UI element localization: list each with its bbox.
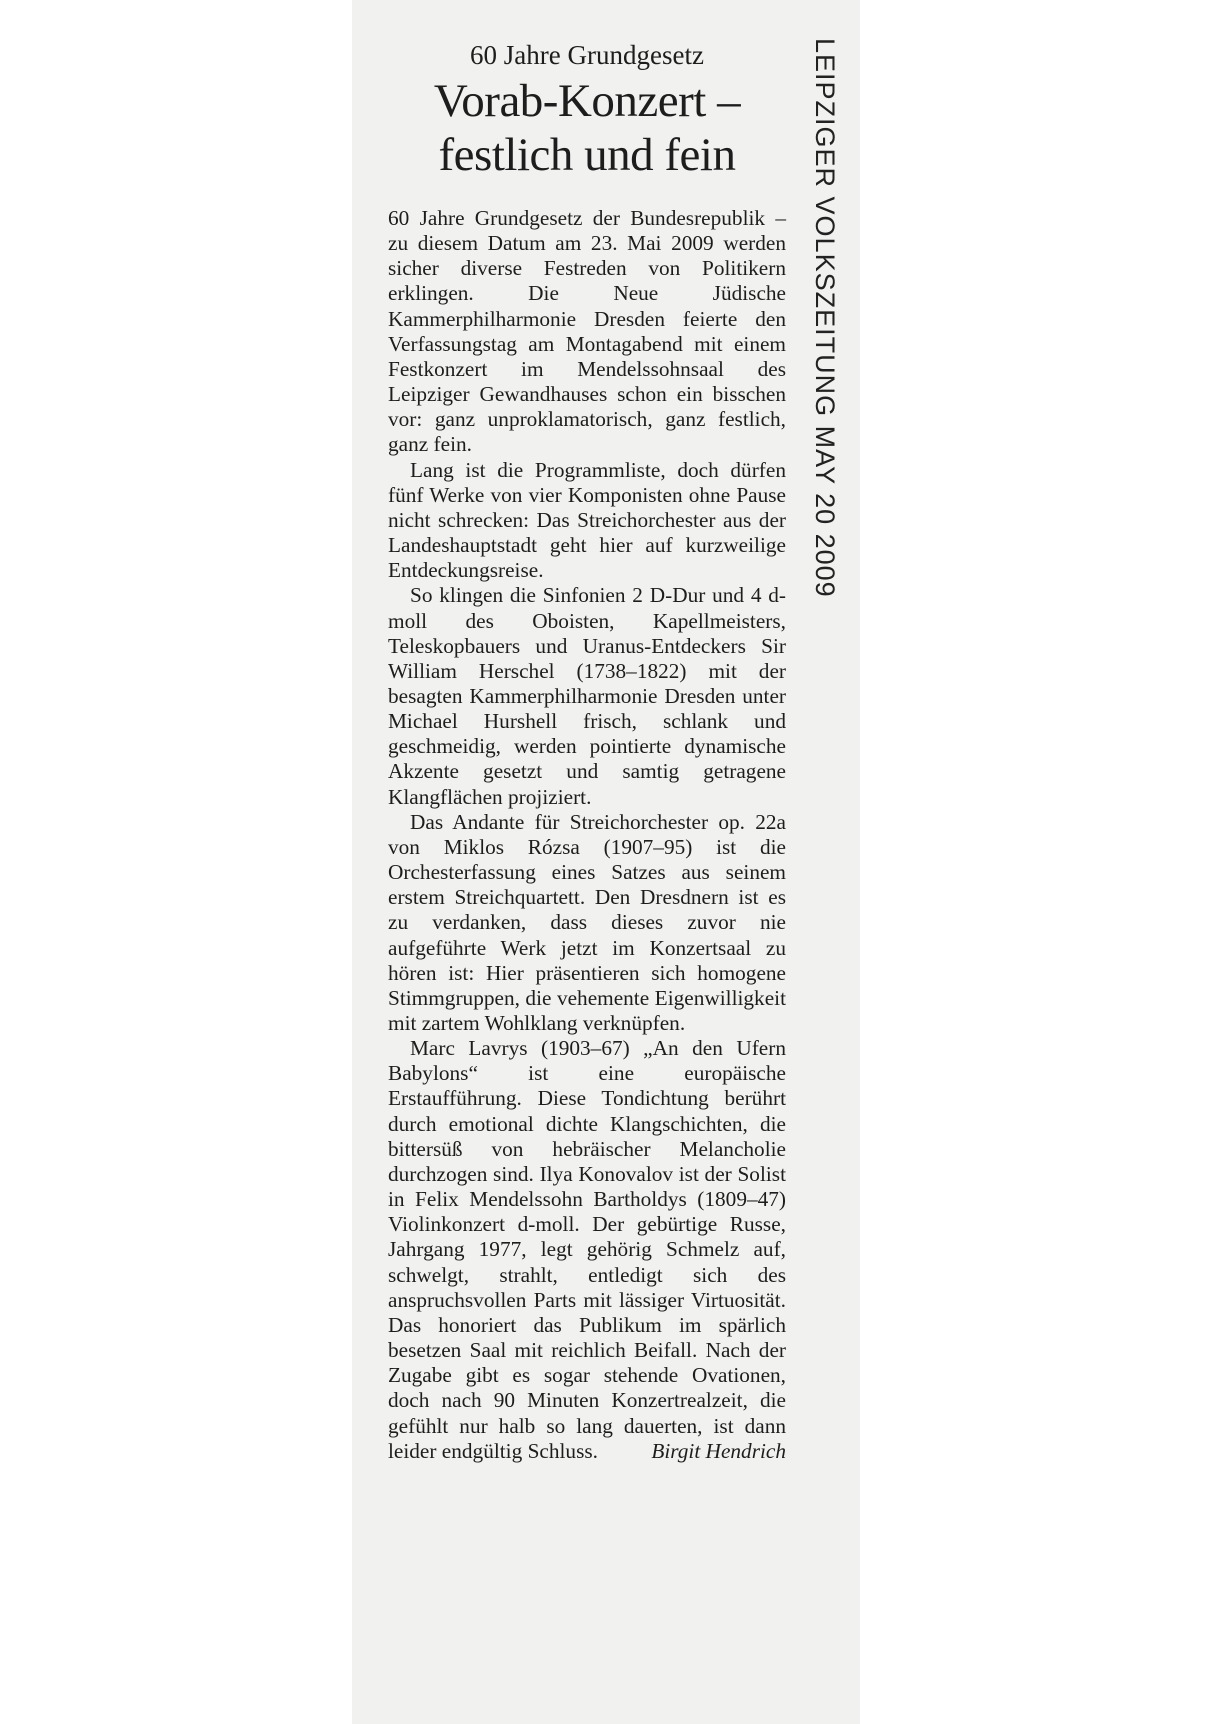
- paragraph-4: Das Andante für Streichorchester op. 22a von Miklos Rózsa (1907–95) ist die Orchesterfassung eines Satzes aus seinem erstem Streichquartett. Den Dresdnern ist es zu verdanken, dass dieses zuvor nie aufgeführte Werk jetzt im Konzertsaal zu hören ist: Hier präsentieren sich homogene Stimmgruppen, die vehemente Eigenwilligkeit mit zartem Wohlklang verknüpfen.: [388, 809, 786, 1035]
- kicker-line: 60 Jahre Grundgesetz: [470, 40, 704, 70]
- author-byline: Birgit Hendrich: [651, 1438, 786, 1463]
- paragraph-2: Lang ist die Programmliste, doch dürfen fünf Werke von vier Komponisten ohne Pause nicht schrecken: Das Streichorchester aus der Landeshauptstadt geht hier auf kurzweilige Entdeckungsreise.: [388, 457, 786, 583]
- paragraph-1: 60 Jahre Grundgesetz der Bundesrepublik – zu diesem Datum am 23. Mai 2009 werden sicher diverse Festreden von Politikern erklingen. Die Neue Jüdische Kammerphilharmonie Dresden feierte den Verfassungstag am Montagabend mit einem Festkonzert im Mendelssohnsaal des Leipziger Gewandhauses schon ein bisschen vor: ganz unproklamatorisch, ganz festlich, ganz fein.: [388, 206, 786, 457]
- paragraph-5: [388, 1036, 786, 1464]
- article-body: [388, 206, 786, 1464]
- source-label: LEIPZIGER VOLKSZEITUNG MAY 20 2009: [810, 38, 840, 598]
- newspaper-clipping: [388, 38, 786, 1464]
- paragraph-3: So klingen die Sinfonien 2 D-Dur und 4 d-moll des Oboisten, Kapellmeisters, Teleskopbauers und Uranus-Entdeckers Sir William Herschel (1738–1822) mit der besagten Kammerphilharmonie Dresden unter Michael Hurshell frisch, schlank und geschmeidig, werden pointierte dynamische Akzente gesetzt und samtig getragene Klangflächen projiziert.: [388, 583, 786, 809]
- headline-line-2: festlich und fein: [438, 129, 736, 181]
- paragraph-5-text: Marc Lavrys (1903–67) „An den Ufern Babylons“ ist eine europäische Erstaufführung. Diese Tondichtung berührt durch emotional dichte Klangschichten, die bittersüß von hebräischer Melancholie durchzogen sind. Ilya Konovalov ist der Solist in Felix Mendelssohn Bartholdys (1809–47) Violinkonzert d-moll. Der gebürtige Russe, Jahrgang 1977, legt gehörig Schmelz auf, schwelgt, strahlt, entledigt sich des anspruchsvollen Parts mit lässiger Virtuosität. Das honoriert das Publikum im spärlich besetzen Saal mit reichlich Beifall. Nach der Zugabe gibt es sogar stehende Ovationen, doch nach 90 Minuten Konzertrealzeit, die gefühlt nur halb so lang dauerten, ist dann leider endgültig Schluss.: [388, 1036, 786, 1463]
- headline: [388, 74, 786, 182]
- headline-line-1: Vorab-Konzert –: [433, 75, 741, 127]
